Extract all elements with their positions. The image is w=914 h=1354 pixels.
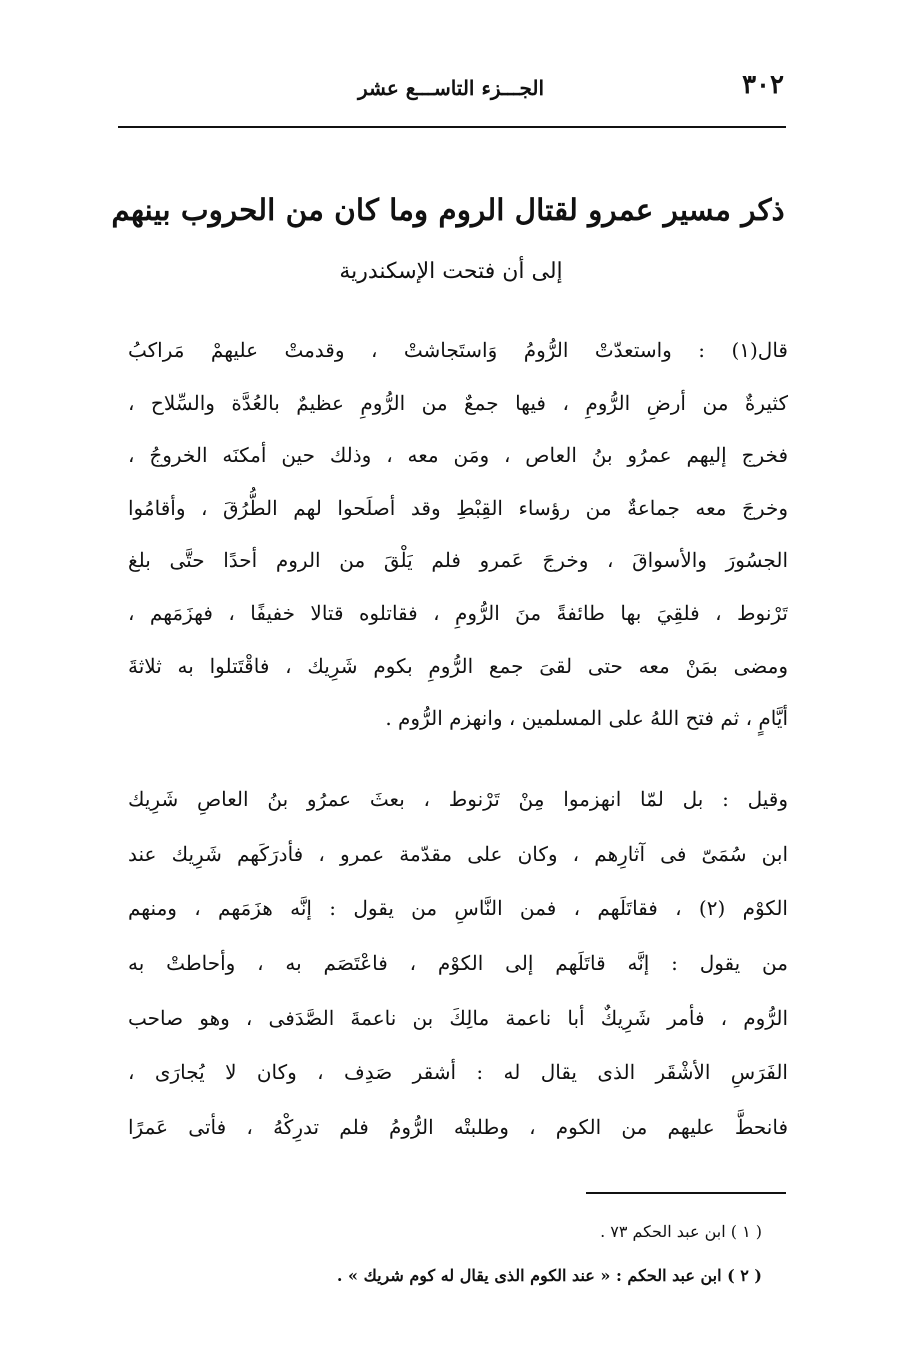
text-line: الرُّوم ، فأمر شَرِيكٌ أبا ناعمة مالِكَ بن ناعمةَ الصَّدَفى ، وهو صاحب (128, 1005, 788, 1030)
text-line: الفَرَسِ الأشْقَر الذى يقال له : أشقر صَدِف ، وكان لا يُجارَى ، (128, 1060, 788, 1085)
paragraph-2 (128, 772, 788, 1155)
text-line: تَرْنوط ، فلقِيَ بها طائفةً منَ الرُّومِ ، فقاتلوه قتالا خفيفًا ، فهزَمَهم ، (128, 600, 788, 625)
header-rule (118, 126, 786, 128)
text-line: قال(١) : واستعدّتْ الرُّومُ وَاستَجاشتْ ، وقدمتْ عليهمْ مَراكبُ (128, 338, 788, 362)
text-line: ابن سُمَىّ فى آثارِهم ، وكان على مقدّمة عمرو ، فأدرَكَهم شَرِيك عند (128, 841, 788, 866)
footnote-2: ( ٢ ) ابن عبد الحكم : « عند الكوم الذى يقال له كوم شريك » . (336, 1266, 762, 1285)
chapter-title: ذكر مسير عمرو لقتال الروم وما كان من الحروب بينهم (111, 192, 785, 227)
paragraph-1 (128, 324, 788, 745)
text-line: من يقول : إنَّه قاتَلَهم إلى الكوْم ، فاعْتَصَم به ، وأحاطتْ به (128, 951, 788, 976)
text-line: ومضى بمَنْ معه حتى لقىَ جمع الرُّومِ بكوم شَرِيك ، فاقْتَتلوا به ثلاثةَ (128, 653, 788, 678)
text-line: فانحطَّ عليهم من الكوم ، وطلبتْه الرُّومُ فلم تدرِكْهُ ، فأتى عَمرًا (128, 1115, 788, 1140)
footnote-rule (586, 1192, 786, 1194)
text-line: فخرج إليهم عمرُو بنُ العاص ، ومَن معه ، وذلك حين أمكنَه الخروجُ ، (128, 443, 788, 468)
page-number: ٣٠٢ (742, 70, 784, 100)
running-header (118, 66, 784, 112)
footnote-1: ( ١ ) ابن عبد الحكم ٧٣ . (600, 1222, 762, 1241)
chapter-subtitle: إلى أن فتحت الإسكندرية (339, 259, 563, 284)
text-line: وقيل : بل لمّا انهزموا مِنْ تَرْنوط ، بعثَ عمرُو بنُ العاصِ شَرِيك (128, 787, 788, 811)
text-line: كثيرةٌ من أرضِ الرُّومِ ، فيها جمعٌ من الرُّومِ عظيمٌ بالعُدَّة والسِّلاح ، (128, 390, 788, 415)
footnotes (240, 1210, 762, 1298)
text-line: أيَّامٍ ، ثم فتح اللهُ على المسلمين ، وانهزم الرُّوم . (385, 706, 788, 731)
running-header-title: الجـــزء التاســـع عشر (357, 76, 545, 100)
text-line: وخرجَ معه جماعةٌ من رؤساء القِبْطِ وقد أصلَحوا لهم الطُّرُقَ ، وأقامُوا (128, 495, 788, 520)
text-line: الجسُورَ والأسواقَ ، وخرجَ عَمرو فلم يَلْقَ من الروم أحدًا حتَّى بلغ (128, 548, 788, 573)
text-line: الكوْم (٢) ، فقاتَلَهم ، فمن النَّاسِ من يقول : إنَّه هزَمَهم ، ومنهم (128, 896, 788, 921)
